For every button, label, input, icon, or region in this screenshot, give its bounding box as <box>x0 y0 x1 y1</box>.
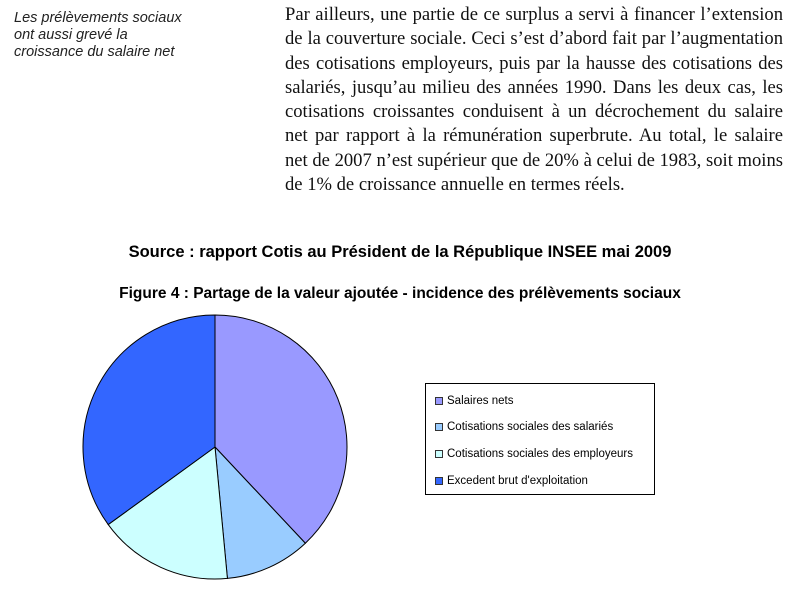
legend-item <box>435 448 633 460</box>
margin-note <box>14 10 244 61</box>
legend-label: Cotisations sociales des salariés <box>447 421 614 433</box>
margin-note-line: ont aussi grevé la <box>14 27 128 43</box>
legend-item <box>435 421 613 433</box>
legend-swatch <box>435 450 443 458</box>
legend-label: Cotisations sociales des employeurs <box>447 448 634 460</box>
legend-swatch <box>435 423 443 431</box>
legend-item <box>435 475 588 487</box>
legend-label: Salaires nets <box>447 395 514 407</box>
chart-legend <box>425 383 655 495</box>
body-paragraph: Par ailleurs, une partie de ce surplus a servi à financer l’extension de la couverture sociale. Ceci s’est d’abord fait par l’augmentation des cotisations employeurs, puis par la hausse des cotisations des salariés, jusqu’au milieu des années 1990. Dans les deux cas, les cotisations croissantes conduisent à un décrochement du salaire net par rapport à la rémunération superbrute. Au total, le salaire net de 2007 n’est supérieur que de 20% à celui de 1983, soit moins de 1% de croissance annuelle en termes réels. <box>285 4 783 196</box>
legend-label: Excedent brut d'exploitation <box>447 475 588 487</box>
figure-title: Figure 4 : Partage de la valeur ajoutée - incidence des prélèvements sociaux <box>119 285 681 302</box>
margin-note-line: croissance du salaire net <box>14 44 175 60</box>
source-line: Source : rapport Cotis au Président de la République INSEE mai 2009 <box>128 243 672 261</box>
legend-item <box>435 395 513 407</box>
legend-swatch <box>435 397 443 405</box>
pie-chart <box>70 302 360 592</box>
margin-note-line: Les prélèvements sociaux <box>14 10 182 26</box>
legend-swatch <box>435 477 443 485</box>
